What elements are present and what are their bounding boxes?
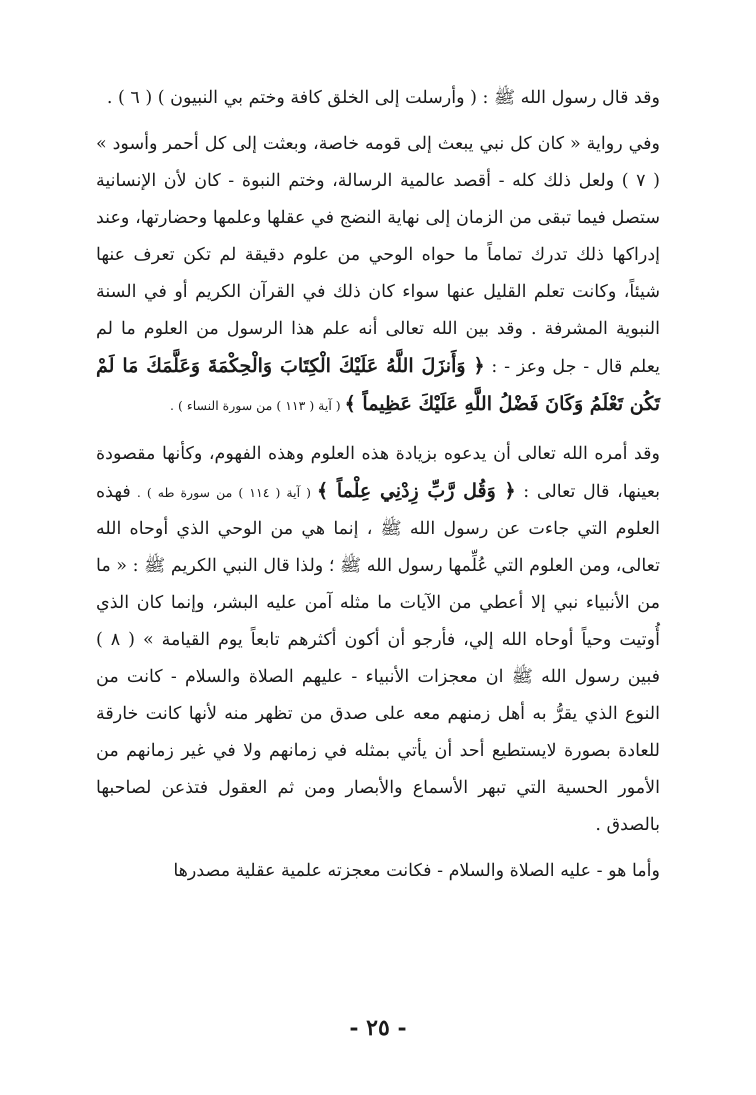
paragraph-3-text-b: فهذه العلوم التي جاءت عن رسول الله ﷺ ، إنما هي من الوحي الذي أوحاه الله تعالى، ومن العلوم التي عُلِّمها رسول الله ﷺ ؛ ولذا قال النبي الكريم ﷺ : « ما من الأنبياء نبي إلا أعطي من الآيات ما مثله آمن عليه البشر، وإنما كان الذي أُوتيت وحياً أوحاه الله إلي، فأرجو أن أكون أكثرهم تابعاً يوم القيامة » ( ٨ ) فبين رسول الله ﷺ ان معجزات الأنبياء - عليهم الصلاة والسلام - كانت من النوع الذي يقرُّ به أهل زمنهم معه على صدق من تظهر منه لأنها كانت خارقة للعادة بصورة لايستطيع أحد أن يأتي بمثله في زمانهم ولا في غير زمانهم من الأمور الحسية التي تبهر الأسماع والأبصار ومن ثم العقول فتذعن لصاحبها بالصدق . (96, 482, 660, 835)
paragraph-1 (96, 80, 660, 117)
paragraph-2 (96, 126, 660, 424)
quran-verse-nisa-113: ﴿ وَأَنزَلَ اللَّهُ عَلَيْكَ الْكِتَابَ وَالْحِكْمَةَ وَعَلَّمَكَ مَا لَمْ تَكُن تَعْلَمُ وَكَانَ فَضْلُ اللَّهِ عَلَيْكَ عَظِيماً ﴾ (96, 355, 660, 415)
paragraph-4-text: وأما هو - عليه الصلاة والسلام - فكانت معجزته علمية عقلية مصدرها (173, 861, 660, 881)
paragraph-1-text: وقد قال رسول الله ﷺ : ( وأرسلت إلى الخلق كافة وختم بي النبيون ) ( ٦ ) . (106, 88, 660, 108)
page-number: - ٢٥ - (349, 1015, 407, 1041)
paragraph-3 (96, 436, 660, 844)
verse-reference: ( آية ( ١١٣ ) من سورة النساء ) . (170, 398, 345, 413)
paragraph-2-text: وفي رواية « كان كل نبي يبعث إلى قومه خاصة، وبعثت إلى كل أحمر وأسود » ( ٧ ) ولعل ذلك كله - أقصد عالمية الرسالة، وختم النبوة - كان لأن الإنسانية ستصل فيما تبقى من الزمان إلى نهاية النضج في عقلها وعلمها وحضارتها، وعند إدراكها ذلك تدرك تماماً ما حواه الوحي من علوم دقيقة لم تكن تعرف عنها شيئاً، وكانت تعلم القليل عنها سواء كان ذلك في القرآن الكريم أو في السنة النبوية المشرفة . وقد بين الله تعالى أنه علم هذا الرسول من العلوم ما لم يعلم قال - جل وعز - : (96, 134, 661, 377)
body-text (96, 80, 660, 890)
paragraph-4 (96, 853, 660, 890)
verse-reference: ( آية ( ١١٤ ) من سورة طه ) . (130, 485, 318, 500)
paragraph-3-text-a: وقد أمره الله تعالى أن يدعوه بزيادة هذه العلوم وهذه الفهوم، وكأنها مقصودة بعينها، قال تعالى : (96, 444, 661, 502)
quran-verse-taha-114: ﴿ وَقُل رَّبِّ زِدْنِي عِلْماً ﴾ (317, 480, 516, 502)
